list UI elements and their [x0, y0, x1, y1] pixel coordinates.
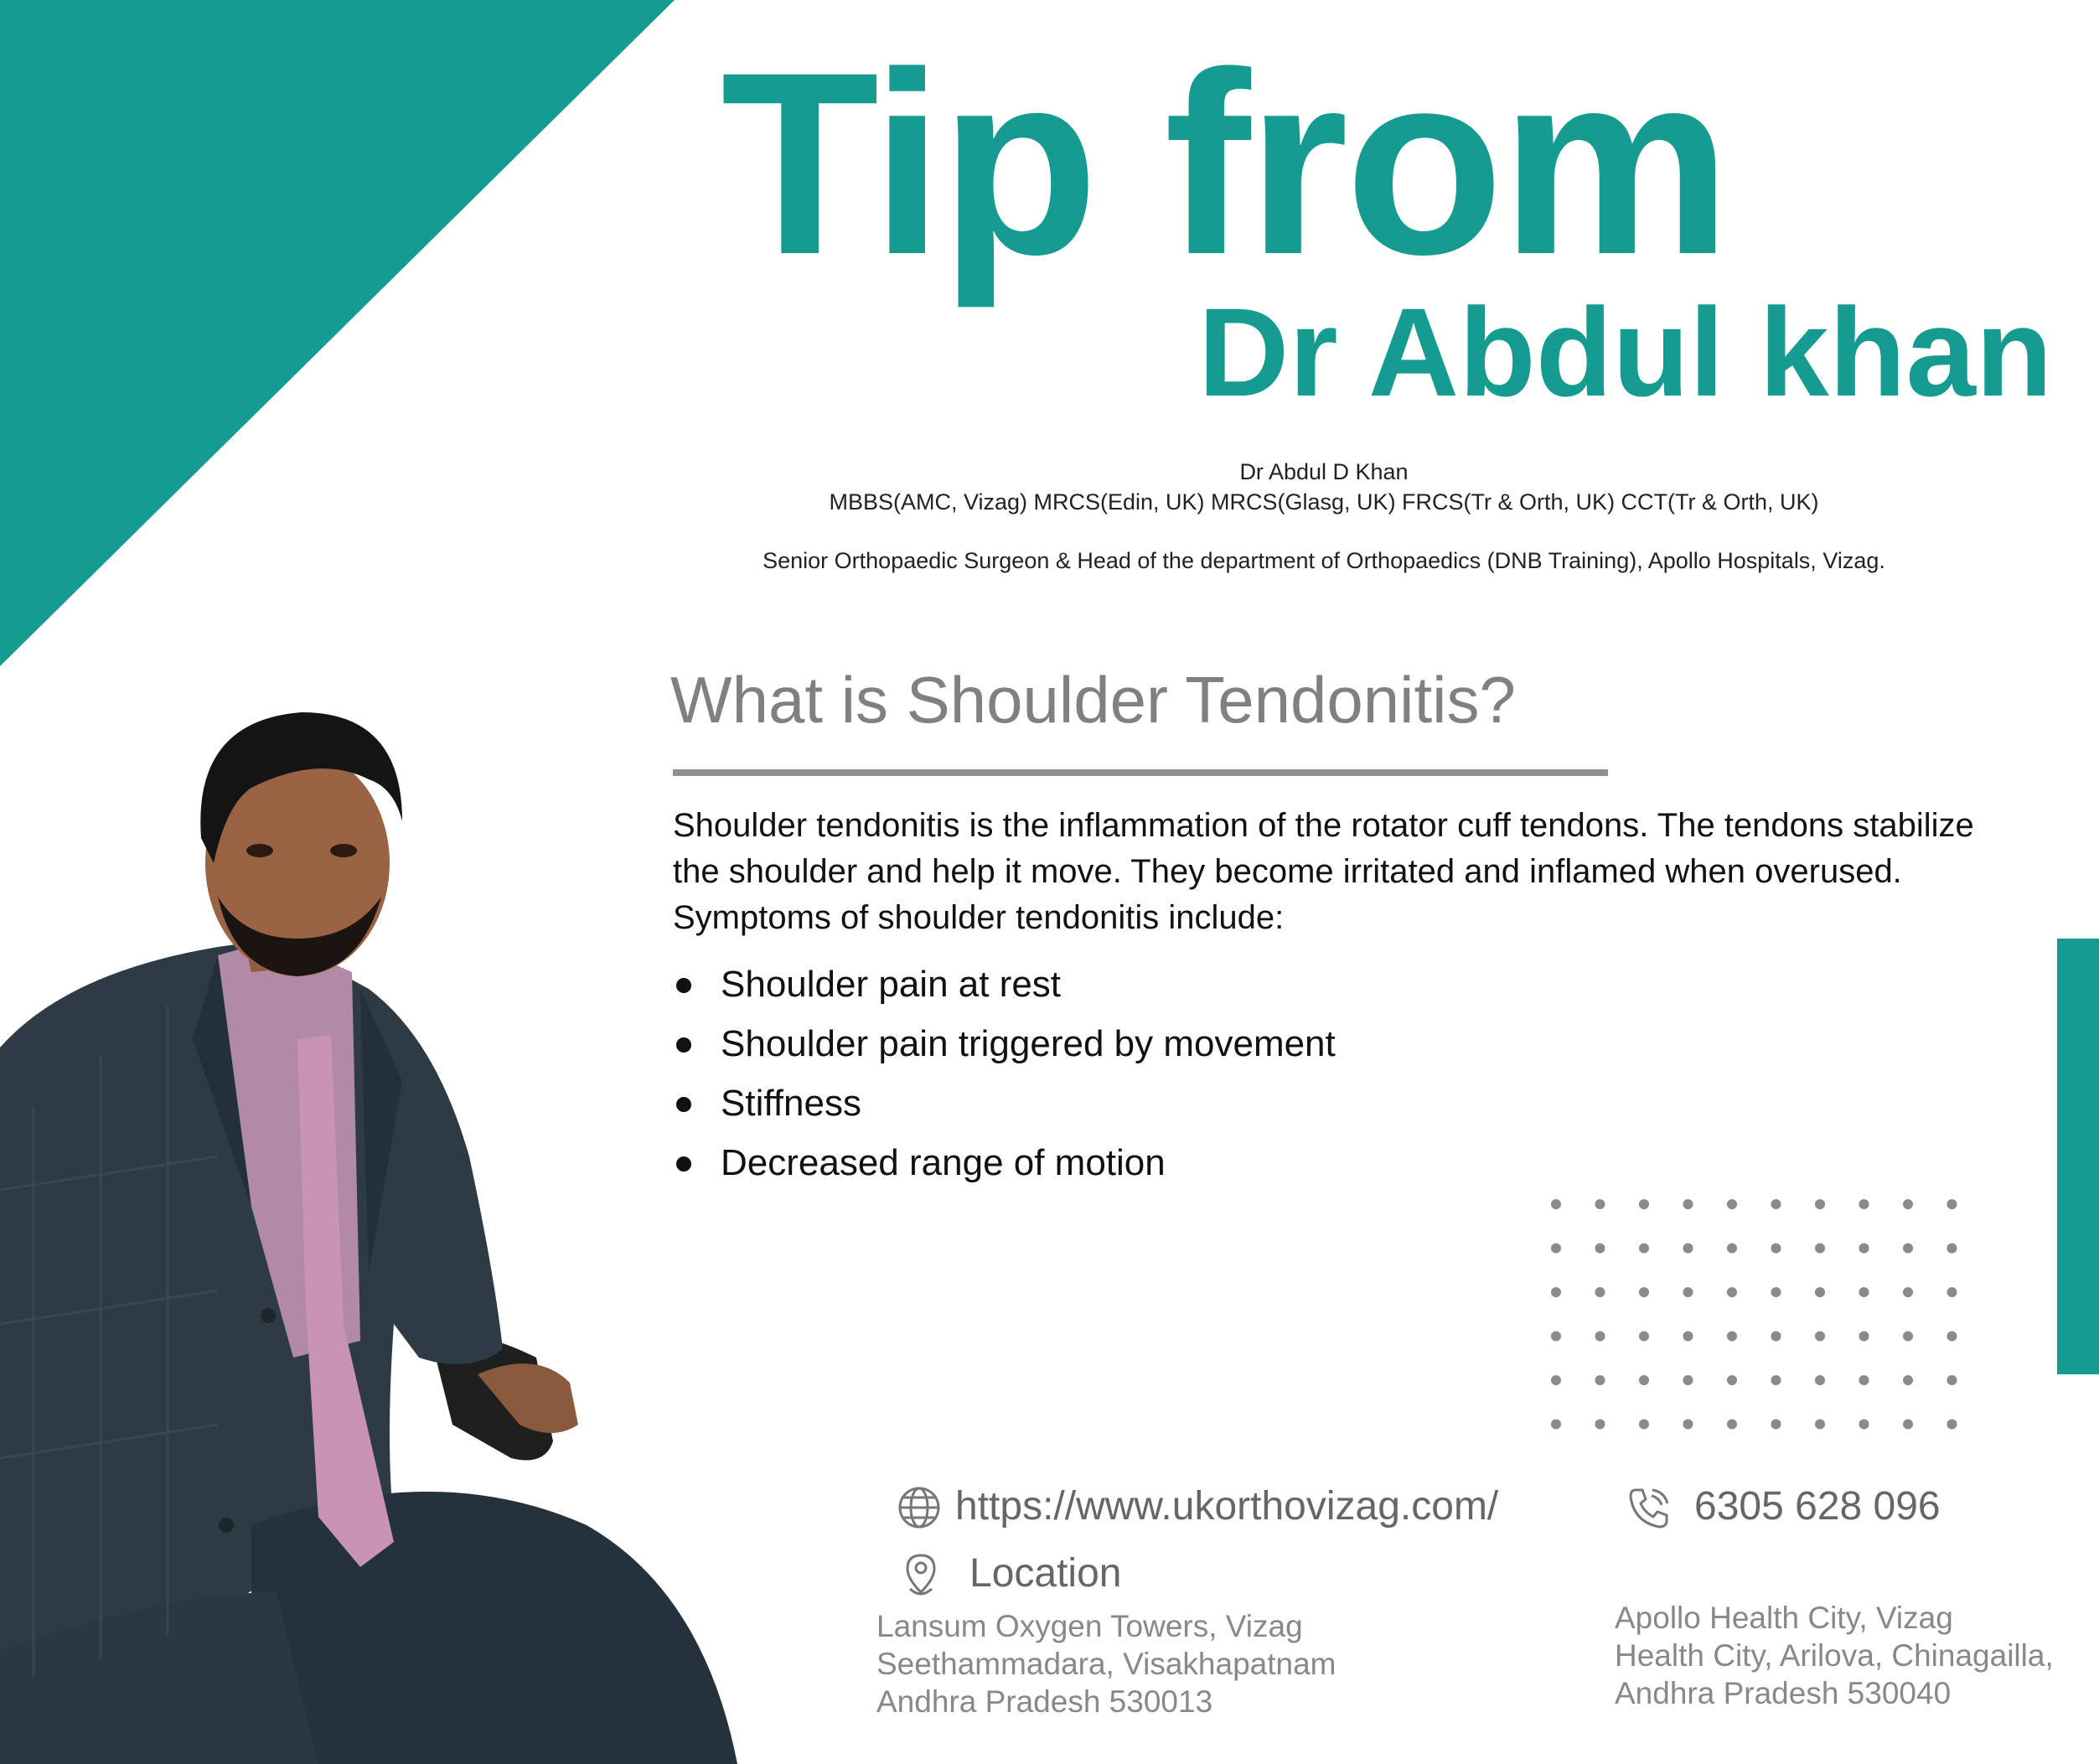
grid-dot	[1727, 1199, 1737, 1209]
grid-dot	[1903, 1244, 1913, 1254]
doctor-name: Dr Abdul D Khan	[1239, 459, 1409, 484]
teal-accent-bar	[2057, 939, 2099, 1374]
grid-dot	[1903, 1199, 1913, 1209]
grid-dot	[1771, 1332, 1781, 1342]
description-line: the shoulder and help it move. They become irritated and inflamed when overused.	[673, 853, 1902, 890]
grid-dot	[1859, 1332, 1869, 1342]
symptom-item	[673, 1138, 1336, 1198]
grid-dot	[1771, 1199, 1781, 1209]
grid-dot	[1551, 1375, 1561, 1385]
symptom-label: Stiffness	[721, 1083, 861, 1124]
grid-dot	[1727, 1375, 1737, 1385]
grid-dot	[1815, 1375, 1825, 1385]
address-lansum	[876, 1607, 1336, 1720]
grid-dot	[1683, 1420, 1693, 1430]
grid-dot	[1947, 1332, 1957, 1342]
grid-dot	[1815, 1287, 1825, 1297]
grid-dot	[1947, 1244, 1957, 1254]
grid-dot	[1683, 1375, 1693, 1385]
grid-dot	[1683, 1244, 1693, 1254]
phone-icon	[1626, 1485, 1672, 1532]
globe-icon	[897, 1485, 942, 1530]
title-line-2: Dr Abdul khan	[1198, 282, 2053, 422]
grid-dot	[1815, 1332, 1825, 1342]
grid-dot	[1595, 1287, 1605, 1297]
grid-dot	[1859, 1199, 1869, 1209]
grid-dot	[1771, 1420, 1781, 1430]
grid-dot	[1727, 1420, 1737, 1430]
symptom-label: Decreased range of motion	[721, 1142, 1166, 1183]
description-line: Symptoms of shoulder tendonitis include:	[673, 899, 1285, 936]
grid-dot	[1551, 1287, 1561, 1297]
grid-dot	[1639, 1420, 1649, 1430]
grid-dot	[1815, 1420, 1825, 1430]
grid-dot	[1903, 1375, 1913, 1385]
grid-dot	[1815, 1199, 1825, 1209]
description-paragraph	[673, 803, 2081, 941]
symptom-label: Shoulder pain triggered by movement	[721, 1023, 1336, 1064]
address-line: Health City, Arilova, Chinagailla,	[1615, 1638, 2054, 1673]
grid-dot	[1859, 1287, 1869, 1297]
website-link[interactable]: https://www.ukorthovizag.com/	[955, 1484, 1499, 1529]
grid-dot	[1859, 1375, 1869, 1385]
symptom-item	[673, 1079, 1336, 1138]
address-line: Andhra Pradesh 530013	[876, 1684, 1213, 1719]
grid-dot	[1551, 1420, 1561, 1430]
grid-dot	[1683, 1332, 1693, 1342]
grid-dot	[1947, 1199, 1957, 1209]
grid-dot	[1947, 1420, 1957, 1430]
grid-dot	[1727, 1287, 1737, 1297]
doctor-photo	[0, 687, 737, 1764]
grid-dot	[1639, 1199, 1649, 1209]
grid-dot	[1595, 1375, 1605, 1385]
grid-dot	[1595, 1332, 1605, 1342]
grid-dot	[1771, 1375, 1781, 1385]
address-line: Lansum Oxygen Towers, Vizag	[876, 1609, 1303, 1643]
grid-dot	[1903, 1287, 1913, 1297]
grid-dot	[1639, 1375, 1649, 1385]
grid-dot	[1551, 1199, 1561, 1209]
title-line-1: Tip from	[721, 18, 1729, 308]
grid-dot	[1859, 1420, 1869, 1430]
grid-dot	[1859, 1244, 1869, 1254]
address-line: Andhra Pradesh 530040	[1615, 1676, 1952, 1710]
symptom-label: Shoulder pain at rest	[721, 964, 1062, 1005]
grid-dot	[1903, 1420, 1913, 1430]
location-pin-icon	[903, 1552, 938, 1599]
teal-corner-triangle	[0, 0, 679, 670]
symptom-item	[673, 1019, 1336, 1079]
symptom-item	[673, 960, 1336, 1019]
grid-dot	[1595, 1199, 1605, 1209]
grid-dot	[1903, 1332, 1913, 1342]
location-label: Location	[969, 1551, 1122, 1596]
doctor-position: Senior Orthopaedic Surgeon & Head of the department of Orthopaedics (DNB Training), Apollo Hospitals, Vizag.	[763, 548, 1885, 573]
grid-dot	[1727, 1332, 1737, 1342]
address-apollo	[1615, 1599, 2054, 1712]
decorative-dot-grid	[1546, 1194, 1965, 1437]
doctor-degrees: MBBS(AMC, Vizag) MRCS(Edin, UK) MRCS(Glasg, UK) FRCS(Tr & Orth, UK) CCT(Tr & Orth, UK)	[829, 489, 1819, 515]
grid-dot	[1551, 1332, 1561, 1342]
grid-dot	[1815, 1244, 1825, 1254]
grid-dot	[1947, 1375, 1957, 1385]
grid-dot	[1727, 1244, 1737, 1254]
address-line: Apollo Health City, Vizag	[1615, 1601, 1953, 1635]
grid-dot	[1551, 1244, 1561, 1254]
grid-dot	[1595, 1244, 1605, 1254]
phone-number[interactable]: 6305 628 096	[1694, 1484, 1941, 1529]
grid-dot	[1947, 1287, 1957, 1297]
address-line: Seethammadara, Visakhapatnam	[876, 1647, 1336, 1681]
section-heading: What is Shoulder Tendonitis?	[670, 663, 1516, 737]
grid-dot	[1771, 1244, 1781, 1254]
grid-dot	[1639, 1332, 1649, 1342]
grid-dot	[1683, 1287, 1693, 1297]
symptom-list	[673, 960, 1336, 1198]
grid-dot	[1639, 1287, 1649, 1297]
description-line: Shoulder tendonitis is the inflammation of the rotator cuff tendons. The tendons stabilize	[673, 807, 1974, 844]
grid-dot	[1595, 1420, 1605, 1430]
grid-dot	[1683, 1199, 1693, 1209]
heading-underline	[673, 769, 1608, 776]
grid-dot	[1771, 1287, 1781, 1297]
grid-dot	[1639, 1244, 1649, 1254]
